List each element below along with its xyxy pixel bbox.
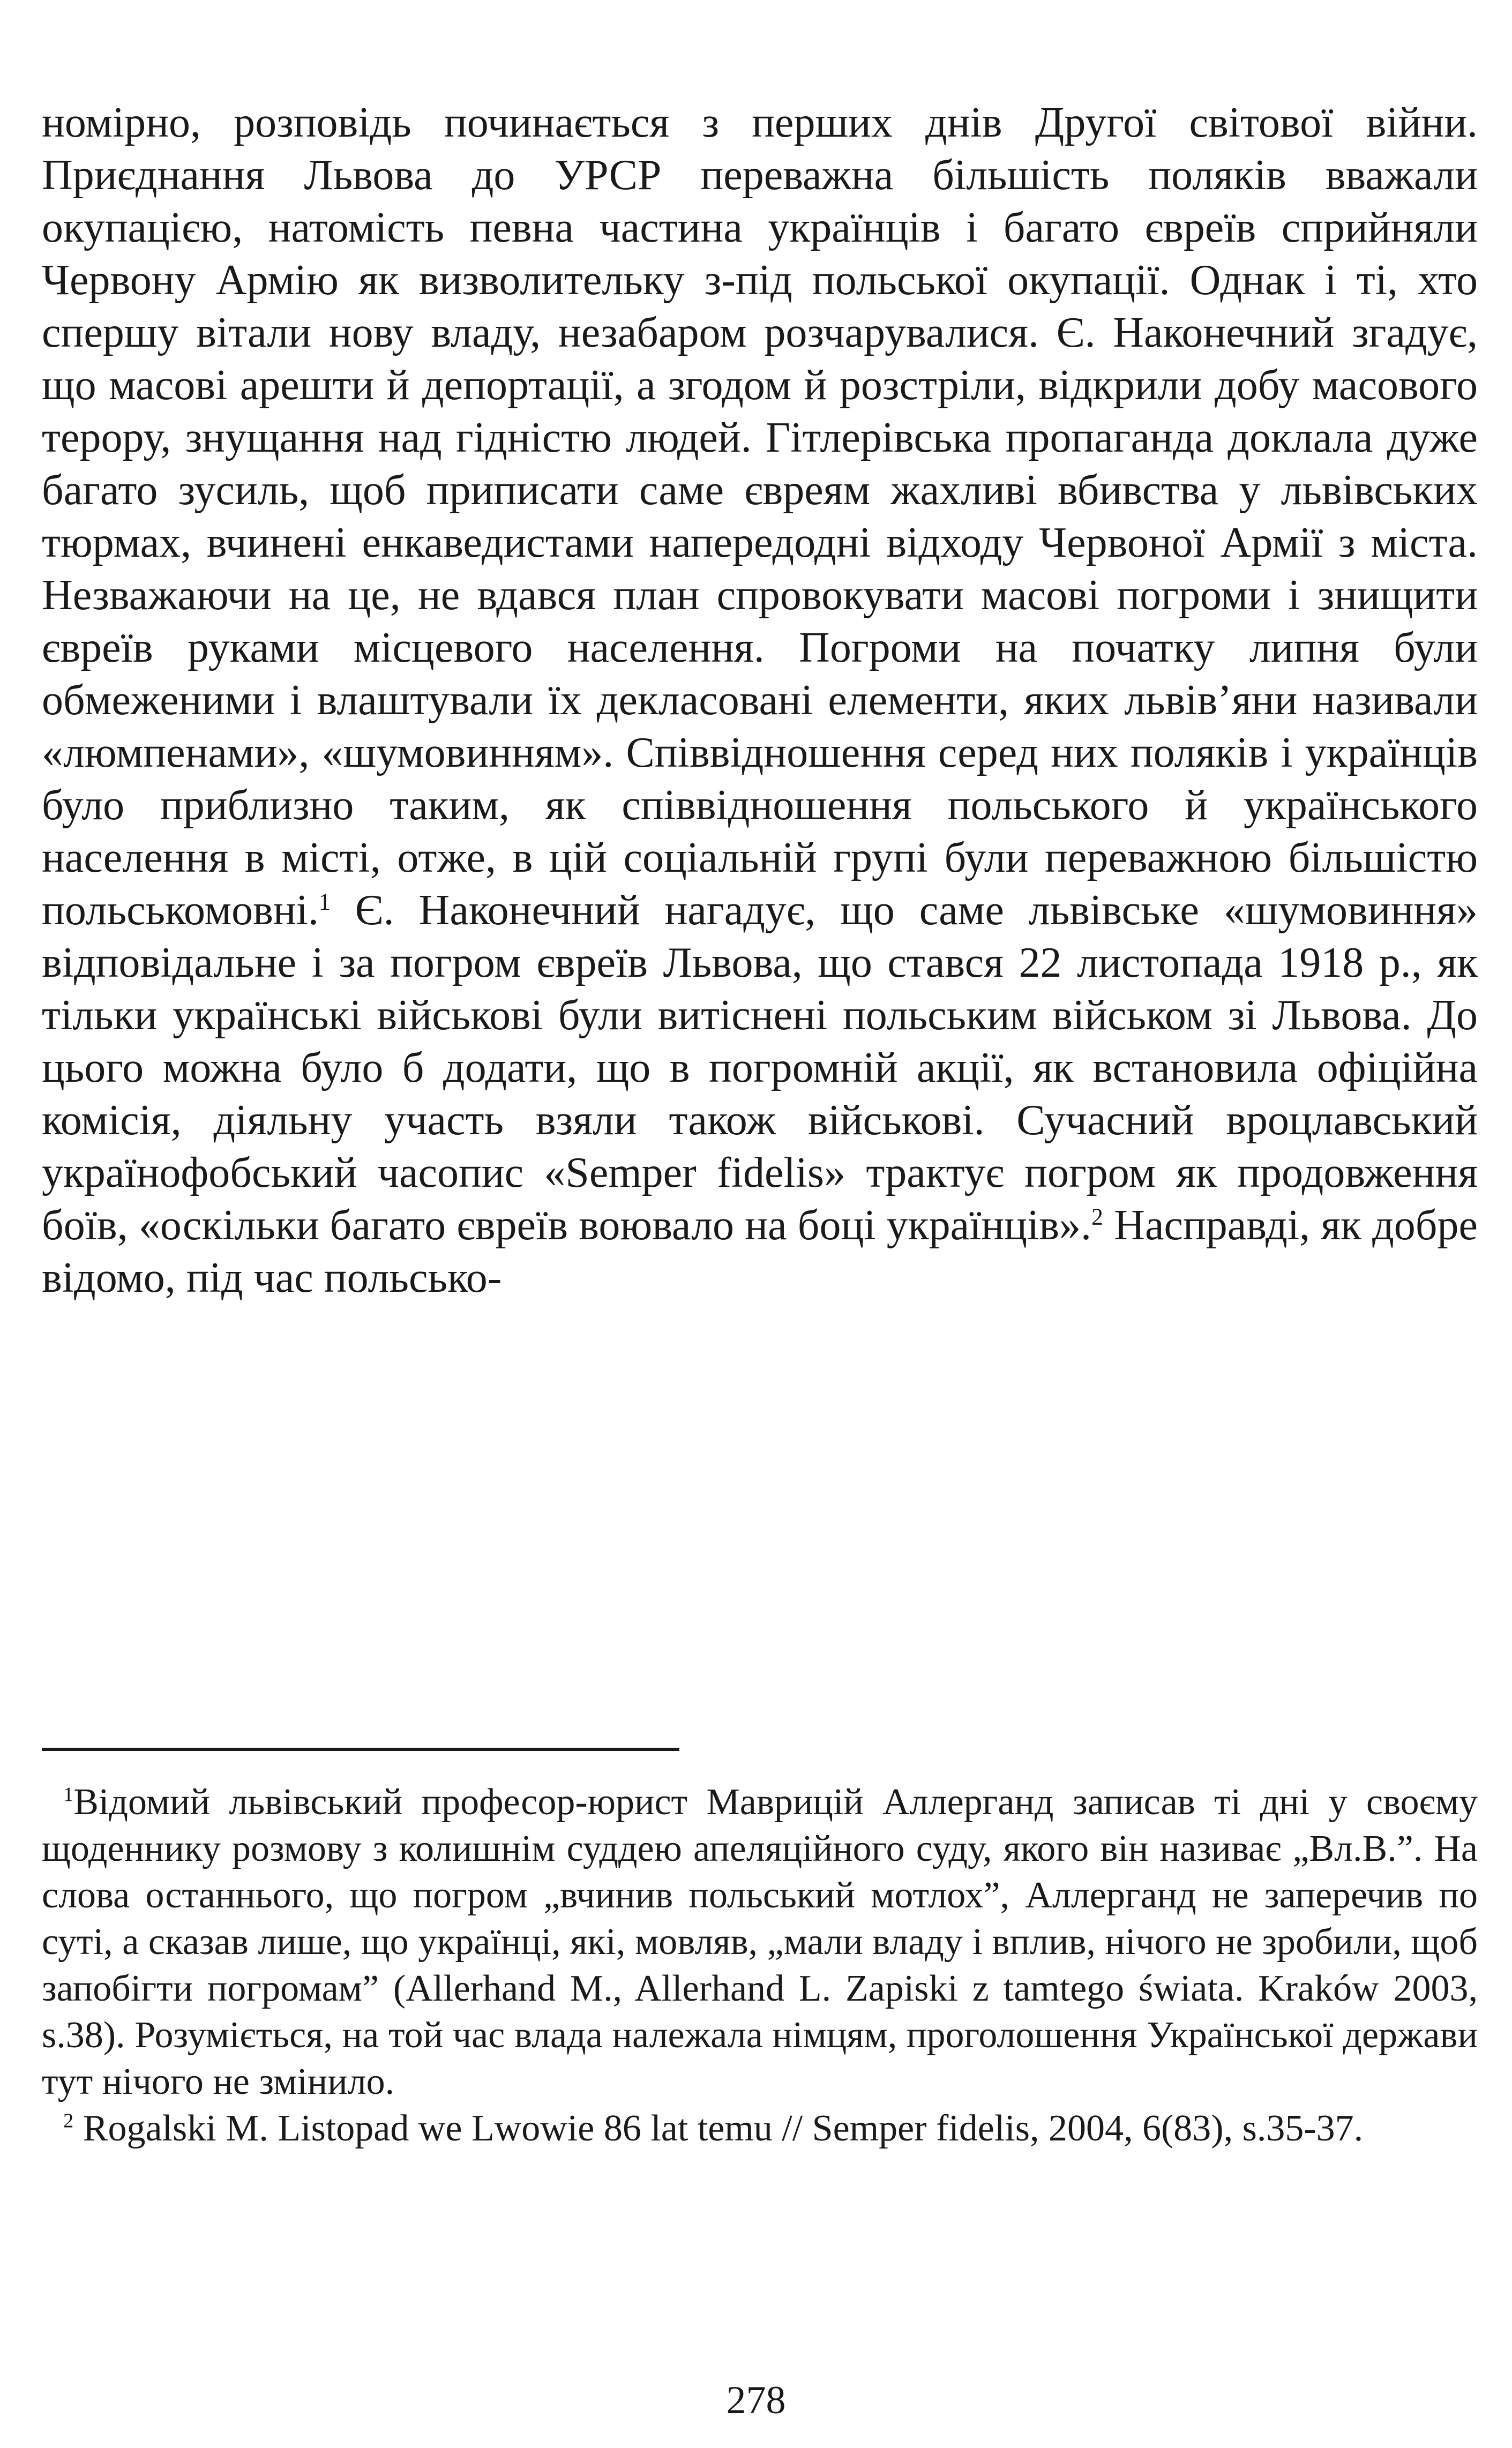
footnote-ref-1: 1 — [318, 888, 331, 915]
footnotes-block — [42, 1779, 1478, 2152]
footnote-1 — [42, 1779, 1478, 2105]
body-text-part-2: Є. Наконечний нагадує, що саме львівське «шумовиння» відповідальне і за погром євреїв Львова, що стався 22 листопада 1918 р., як тільки українські військові були витіснені польським військом зі Львова. До цього можна було б додати, що в погромній акції, як встановила офіційна комісія, діяльну участь взяли також військові. Сучасний вроцлавський українофобський часопис «Semper fidelis» трактує погром як продовження боїв, «оскільки багато євреїв воювало на боці українців». — [42, 887, 1478, 1249]
footnote-2-marker: 2 — [63, 2109, 74, 2132]
body-paragraph — [42, 96, 1478, 1304]
main-text-block — [42, 96, 1478, 1304]
footnote-2-text: Rogalski M. Listopad we Lwowie 86 lat temu // Semper fidelis, 2004, 6(83), s.35-37. — [73, 2108, 1364, 2149]
footnote-ref-2: 2 — [1091, 1203, 1103, 1230]
body-text-part-3: Насправді, як добре відомо, під час польсько- — [42, 1202, 1478, 1301]
footnote-1-marker: 1 — [63, 1783, 74, 1806]
footnote-separator — [42, 1748, 679, 1751]
page-number: 278 — [726, 2378, 786, 2422]
footnote-2 — [42, 2105, 1478, 2152]
body-text-part-1: номірно, розповідь починається з перших днів Другої світової війни. Приєднання Львова до УРСР переважна більшість поляків вважали окупацією, натомість певна частина українців і багато євреїв сприйняли Червону Армію як визволительку з-під польської окупації. Однак і ті, хто спершу вітали нову владу, незабаром розчарувалися. Є. Наконечний згадує, що масові арешти й депортації, а згодом й розстріли, відкрили добу масового терору, знущання над гідністю людей. Гітлерівська пропаганда доклала дуже багато зусиль, щоб приписати саме євреям жахливі вбивства у львівських тюрмах, вчинені енкаведистами напередодні відходу Червоної Армії з міста. Незважаючи на це, не вдався план спровокувати масові погроми і знищити євреїв руками місцевого населення. Погроми на початку липня були обмеженими і влаштували їх декласовані елементи, яких львів’яни називали «люмпенами», «шумовинням». Співвідношення серед них поляків і українців було приблизно таким, як співвідношення польського й українського населення в місті, отже, в цій соціальній групі були переважною більшістю польськомовні. — [42, 99, 1478, 934]
footnote-1-text: Відомий львівський професор-юрист Маврицій Аллерганд записав ті дні у своєму щоденнику розмову з колишнім суддею апеляційного суду, якого він називає „Вл.В.”. На слова останнього, що погром „вчинив польський мотлох”, Аллерганд не заперечив по суті, а сказав лише, що українці, які, мовляв, „мали владу і вплив, нічого не зробили, щоб запобігти погромам” (Allerhand M., Allerhand L. Zapiski z tamtego świata. Kraków 2003, s.38). Розуміється, на той час влада належала німцям, проголошення Української держави тут нічого не змінило. — [42, 1781, 1478, 2102]
